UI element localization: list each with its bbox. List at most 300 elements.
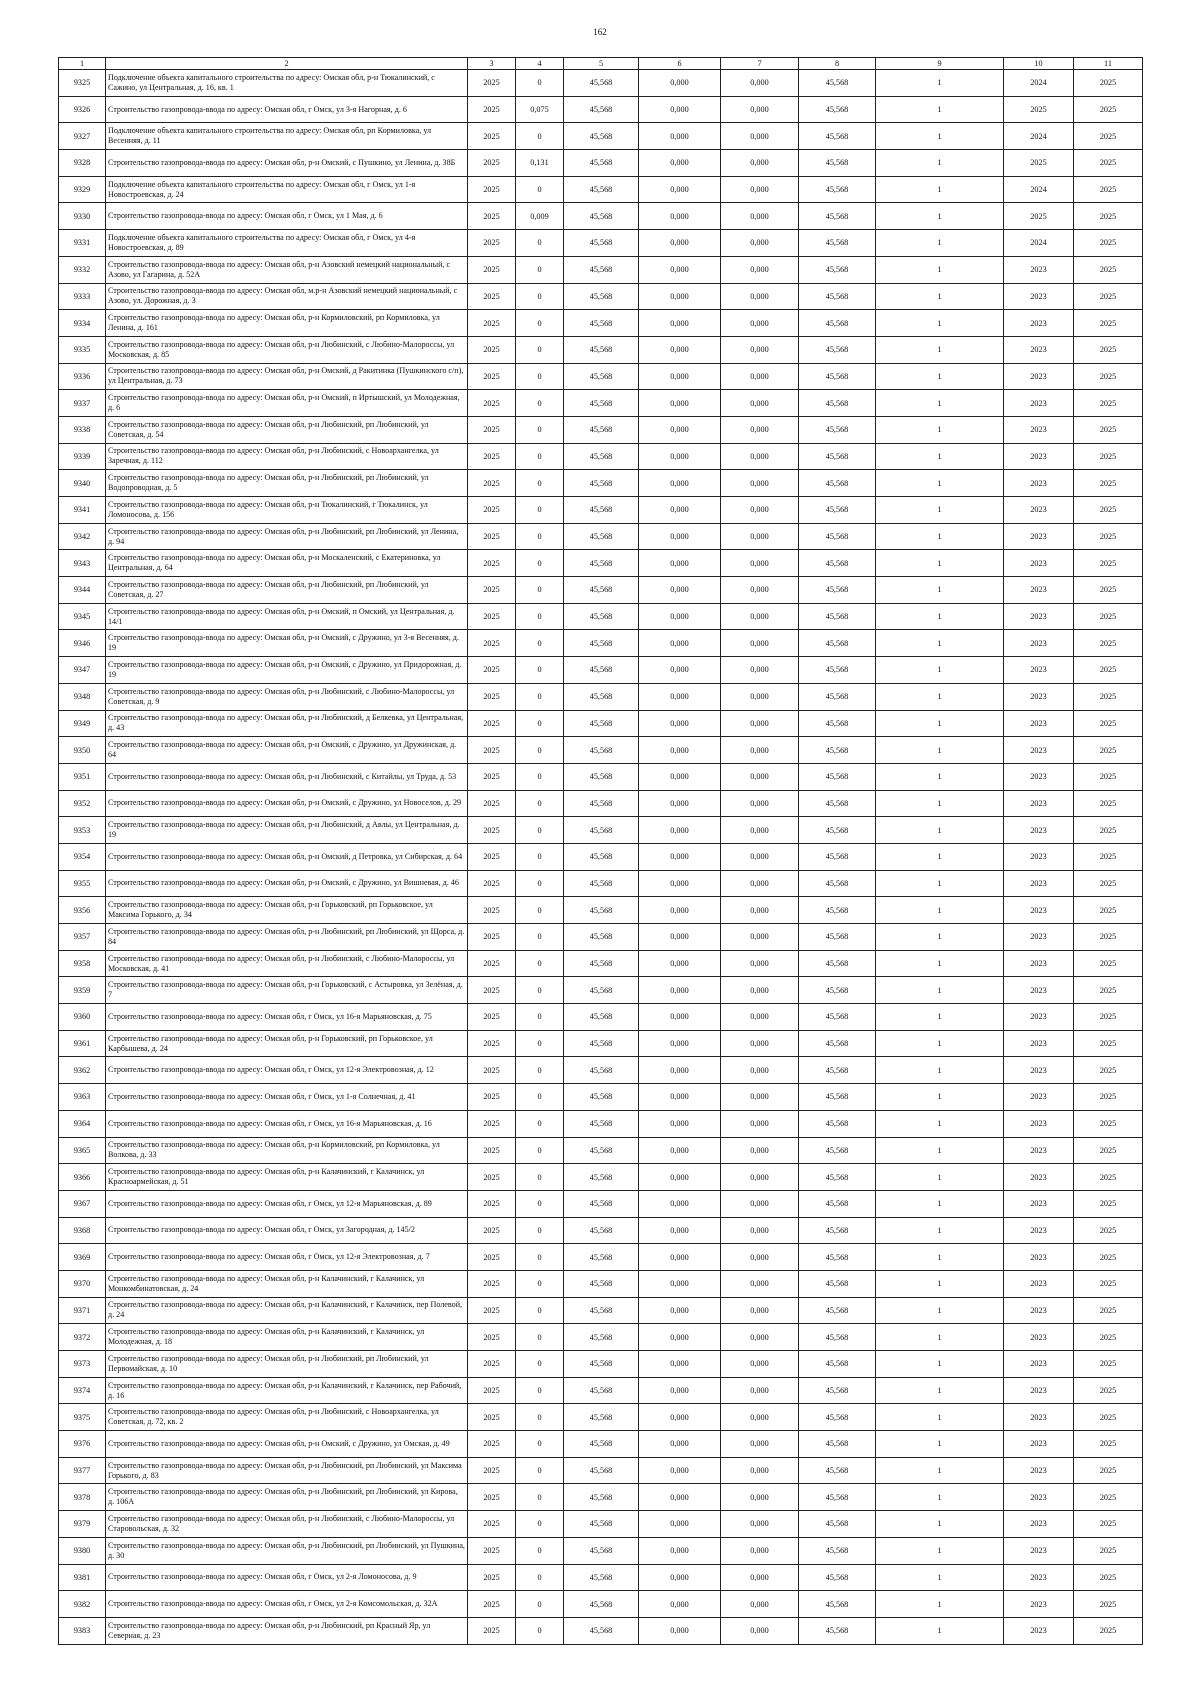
table-cell: 0 bbox=[516, 870, 564, 897]
table-cell: 45,568 bbox=[564, 1030, 639, 1057]
table-cell: 45,568 bbox=[799, 336, 876, 363]
table-cell: 2023 bbox=[1004, 897, 1074, 924]
row-number-cell: 9353 bbox=[59, 817, 106, 844]
table-cell: 2025 bbox=[468, 577, 516, 604]
table-cell: 2025 bbox=[1074, 1617, 1143, 1644]
table-cell: 0,000 bbox=[639, 1244, 721, 1271]
table-cell: 45,568 bbox=[799, 123, 876, 150]
table-cell: 1 bbox=[876, 1351, 1004, 1378]
table-cell: 0,000 bbox=[639, 1431, 721, 1458]
table-cell: 0,000 bbox=[639, 336, 721, 363]
description-cell: Строительство газопровода-ввода по адресу: Омская обл, р-н Омский, с Дружино, ул Придорожная, д. 19 bbox=[106, 657, 468, 684]
table-cell: 2025 bbox=[468, 283, 516, 310]
table-cell: 1 bbox=[876, 1244, 1004, 1271]
table-cell: 1 bbox=[876, 710, 1004, 737]
row-number-cell: 9369 bbox=[59, 1244, 106, 1271]
table-cell: 2023 bbox=[1004, 577, 1074, 604]
table-cell: 1 bbox=[876, 470, 1004, 497]
table-cell: 0,000 bbox=[639, 443, 721, 470]
table-row bbox=[59, 1617, 1143, 1644]
table-row bbox=[59, 1030, 1143, 1057]
description-cell: Строительство газопровода-ввода по адресу: Омская обл, р-н Омский, с Дружино, ул Новоселов, д. 29 bbox=[106, 790, 468, 817]
table-cell: 2023 bbox=[1004, 1110, 1074, 1137]
table-row bbox=[59, 336, 1143, 363]
table-row bbox=[59, 1457, 1143, 1484]
table-cell: 2025 bbox=[468, 1431, 516, 1458]
table-row bbox=[59, 817, 1143, 844]
table-row bbox=[59, 1190, 1143, 1217]
table-cell: 0,000 bbox=[639, 523, 721, 550]
table-cell: 2025 bbox=[1004, 203, 1074, 230]
row-number-cell: 9332 bbox=[59, 256, 106, 283]
table-cell: 2025 bbox=[468, 870, 516, 897]
description-cell: Строительство газопровода-ввода по адресу: Омская обл, р-н Любинский, с Новоархангелка, ул Заречная, д. 112 bbox=[106, 443, 468, 470]
table-cell: 2025 bbox=[1074, 1404, 1143, 1431]
table-cell: 0 bbox=[516, 1457, 564, 1484]
table-cell: 45,568 bbox=[799, 737, 876, 764]
table-cell: 1 bbox=[876, 336, 1004, 363]
description-cell: Строительство газопровода-ввода по адресу: Омская обл, г Омск, ул 3-я Нагорная, д. 6 bbox=[106, 96, 468, 123]
table-cell: 2025 bbox=[1074, 1431, 1143, 1458]
table-cell: 0,000 bbox=[721, 1137, 799, 1164]
table-row bbox=[59, 924, 1143, 951]
table-cell: 0,000 bbox=[721, 1377, 799, 1404]
table-cell: 0,000 bbox=[639, 1351, 721, 1378]
row-number-cell: 9336 bbox=[59, 363, 106, 390]
column-header-9: 9 bbox=[876, 58, 1004, 70]
table-cell: 0 bbox=[516, 763, 564, 790]
table-cell: 2025 bbox=[1074, 96, 1143, 123]
table-cell: 45,568 bbox=[564, 1484, 639, 1511]
description-cell: Строительство газопровода-ввода по адресу: Омская обл, р-н Омский, с Дружино, ул Вишневая, д. 46 bbox=[106, 870, 468, 897]
header-row bbox=[59, 58, 1143, 70]
table-cell: 45,568 bbox=[799, 817, 876, 844]
table-cell: 45,568 bbox=[799, 630, 876, 657]
table-cell: 45,568 bbox=[564, 1244, 639, 1271]
row-number-cell: 9362 bbox=[59, 1057, 106, 1084]
row-number-cell: 9367 bbox=[59, 1190, 106, 1217]
table-cell: 0 bbox=[516, 123, 564, 150]
table-cell: 2023 bbox=[1004, 1617, 1074, 1644]
table-cell: 1 bbox=[876, 1190, 1004, 1217]
row-number-cell: 9346 bbox=[59, 630, 106, 657]
table-cell: 45,568 bbox=[564, 817, 639, 844]
table-cell: 2025 bbox=[468, 1377, 516, 1404]
description-cell: Строительство газопровода-ввода по адресу: Омская обл, р-н Тюкалинский, г Тюкалинск, ул Ломоносова, д. 156 bbox=[106, 497, 468, 524]
table-cell: 0,000 bbox=[721, 1030, 799, 1057]
table-cell: 0,000 bbox=[639, 790, 721, 817]
table-cell: 45,568 bbox=[799, 203, 876, 230]
table-cell: 45,568 bbox=[799, 1057, 876, 1084]
row-number-cell: 9329 bbox=[59, 176, 106, 203]
table-cell: 45,568 bbox=[799, 1511, 876, 1538]
table-cell: 0,000 bbox=[639, 1270, 721, 1297]
table-cell: 2025 bbox=[1074, 630, 1143, 657]
table-cell: 0 bbox=[516, 230, 564, 257]
table-cell: 45,568 bbox=[564, 283, 639, 310]
table-cell: 2023 bbox=[1004, 336, 1074, 363]
table-cell: 1 bbox=[876, 1484, 1004, 1511]
table-row bbox=[59, 203, 1143, 230]
row-number-cell: 9340 bbox=[59, 470, 106, 497]
table-cell: 45,568 bbox=[799, 1244, 876, 1271]
table-cell: 0 bbox=[516, 1297, 564, 1324]
table-cell: 2023 bbox=[1004, 603, 1074, 630]
table-cell: 0,131 bbox=[516, 150, 564, 177]
row-number-cell: 9368 bbox=[59, 1217, 106, 1244]
row-number-cell: 9327 bbox=[59, 123, 106, 150]
description-cell: Строительство газопровода-ввода по адресу: Омская обл, р-н Калачинский, г Калачинск, ул Красноармейская, д. 51 bbox=[106, 1164, 468, 1191]
table-cell: 0,000 bbox=[721, 1431, 799, 1458]
table-cell: 2025 bbox=[1074, 310, 1143, 337]
table-cell: 1 bbox=[876, 897, 1004, 924]
description-cell: Строительство газопровода-ввода по адресу: Омская обл, р-н Омский, п Иртышский, ул Молодежная, д. 6 bbox=[106, 390, 468, 417]
table-cell: 0 bbox=[516, 657, 564, 684]
row-number-cell: 9373 bbox=[59, 1351, 106, 1378]
row-number-cell: 9382 bbox=[59, 1591, 106, 1618]
table-cell: 0,000 bbox=[639, 363, 721, 390]
table-cell: 45,568 bbox=[799, 763, 876, 790]
table-cell: 45,568 bbox=[799, 1137, 876, 1164]
table-cell: 2025 bbox=[468, 390, 516, 417]
table-cell: 2025 bbox=[1074, 763, 1143, 790]
table-cell: 45,568 bbox=[564, 1270, 639, 1297]
table-cell: 2025 bbox=[1074, 1591, 1143, 1618]
description-cell: Строительство газопровода-ввода по адресу: Омская обл, г Омск, ул 12-я Электровозная, д. 12 bbox=[106, 1057, 468, 1084]
table-cell: 45,568 bbox=[564, 70, 639, 97]
table-cell: 0 bbox=[516, 1617, 564, 1644]
table-cell: 0,000 bbox=[721, 1270, 799, 1297]
table-cell: 2025 bbox=[1004, 96, 1074, 123]
table-cell: 2025 bbox=[468, 176, 516, 203]
table-row bbox=[59, 1431, 1143, 1458]
table-cell: 2025 bbox=[1074, 870, 1143, 897]
row-number-cell: 9372 bbox=[59, 1324, 106, 1351]
table-cell: 0,000 bbox=[639, 1084, 721, 1111]
table-cell: 45,568 bbox=[564, 577, 639, 604]
table-cell: 45,568 bbox=[799, 363, 876, 390]
table-cell: 45,568 bbox=[799, 1537, 876, 1564]
table-cell: 45,568 bbox=[799, 1297, 876, 1324]
table-cell: 2025 bbox=[1074, 1190, 1143, 1217]
table-cell: 45,568 bbox=[564, 523, 639, 550]
table-cell: 1 bbox=[876, 390, 1004, 417]
table-cell: 45,568 bbox=[799, 1591, 876, 1618]
table-row bbox=[59, 363, 1143, 390]
table-cell: 0 bbox=[516, 710, 564, 737]
table-cell: 45,568 bbox=[564, 336, 639, 363]
table-row bbox=[59, 657, 1143, 684]
table-cell: 0,000 bbox=[721, 283, 799, 310]
table-row bbox=[59, 416, 1143, 443]
table-cell: 0,000 bbox=[721, 630, 799, 657]
table-cell: 0 bbox=[516, 1270, 564, 1297]
table-cell: 1 bbox=[876, 1591, 1004, 1618]
table-cell: 0,000 bbox=[639, 1297, 721, 1324]
table-cell: 0,000 bbox=[721, 1511, 799, 1538]
table-cell: 2023 bbox=[1004, 710, 1074, 737]
table-cell: 0,000 bbox=[639, 256, 721, 283]
table-cell: 1 bbox=[876, 924, 1004, 951]
table-cell: 2023 bbox=[1004, 310, 1074, 337]
table-cell: 0,000 bbox=[721, 817, 799, 844]
table-cell: 2023 bbox=[1004, 497, 1074, 524]
table-cell: 0,000 bbox=[639, 1564, 721, 1591]
table-cell: 45,568 bbox=[799, 1190, 876, 1217]
table-cell: 2023 bbox=[1004, 1137, 1074, 1164]
description-cell: Строительство газопровода-ввода по адресу: Омская обл, р-н Омский, с Дружино, ул Омская, д. 49 bbox=[106, 1431, 468, 1458]
table-cell: 45,568 bbox=[799, 843, 876, 870]
table-cell: 45,568 bbox=[799, 390, 876, 417]
table-cell: 0,000 bbox=[721, 470, 799, 497]
row-number-cell: 9366 bbox=[59, 1164, 106, 1191]
table-cell: 1 bbox=[876, 70, 1004, 97]
table-cell: 45,568 bbox=[564, 683, 639, 710]
table-cell: 0,000 bbox=[721, 336, 799, 363]
table-cell: 1 bbox=[876, 817, 1004, 844]
table-cell: 0 bbox=[516, 310, 564, 337]
table-cell: 1 bbox=[876, 1270, 1004, 1297]
table-cell: 1 bbox=[876, 657, 1004, 684]
table-cell: 2023 bbox=[1004, 1351, 1074, 1378]
table-row bbox=[59, 497, 1143, 524]
description-cell: Строительство газопровода-ввода по адресу: Омская обл, г Омск, ул 1 Мая, д. 6 bbox=[106, 203, 468, 230]
table-cell: 0,000 bbox=[639, 1030, 721, 1057]
description-cell: Строительство газопровода-ввода по адресу: Омская обл, р-н Любинский, рп Любинский, ул Пушкина, д. 30 bbox=[106, 1537, 468, 1564]
table-cell: 45,568 bbox=[799, 577, 876, 604]
table-cell: 2024 bbox=[1004, 230, 1074, 257]
row-number-cell: 9326 bbox=[59, 96, 106, 123]
description-cell: Строительство газопровода-ввода по адресу: Омская обл, г Омск, ул 12-я Электровозная, д. 7 bbox=[106, 1244, 468, 1271]
table-cell: 0 bbox=[516, 256, 564, 283]
table-cell: 2025 bbox=[468, 256, 516, 283]
table-cell: 0,000 bbox=[721, 256, 799, 283]
table-cell: 2025 bbox=[468, 790, 516, 817]
table-cell: 1 bbox=[876, 950, 1004, 977]
row-number-cell: 9337 bbox=[59, 390, 106, 417]
table-row bbox=[59, 1057, 1143, 1084]
table-cell: 45,568 bbox=[564, 897, 639, 924]
table-cell: 2023 bbox=[1004, 1297, 1074, 1324]
table-cell: 2025 bbox=[468, 1511, 516, 1538]
table-row bbox=[59, 1351, 1143, 1378]
description-cell: Строительство газопровода-ввода по адресу: Омская обл, м.р-н Азовский немецкий национальный, с Азово, ул. Дорожная, д. 3 bbox=[106, 283, 468, 310]
table-cell: 0,009 bbox=[516, 203, 564, 230]
description-cell: Строительство газопровода-ввода по адресу: Омская обл, р-н Любинский, с Китайлы, ул Труда, д. 53 bbox=[106, 763, 468, 790]
table-cell: 2025 bbox=[1074, 657, 1143, 684]
table-cell: 0,000 bbox=[721, 1084, 799, 1111]
table-row bbox=[59, 737, 1143, 764]
table-cell: 2025 bbox=[1074, 203, 1143, 230]
row-number-cell: 9364 bbox=[59, 1110, 106, 1137]
table-cell: 2023 bbox=[1004, 763, 1074, 790]
description-cell: Строительство газопровода-ввода по адресу: Омская обл, р-н Омский, с Дружино, ул Дружинская, д. 64 bbox=[106, 737, 468, 764]
description-cell: Строительство газопровода-ввода по адресу: Омская обл, р-н Азовский немецкий национальный, с Азово, ул Гагарина, д. 52А bbox=[106, 256, 468, 283]
table-cell: 2025 bbox=[468, 1030, 516, 1057]
table-cell: 45,568 bbox=[799, 283, 876, 310]
table-cell: 2025 bbox=[468, 1537, 516, 1564]
table-cell: 1 bbox=[876, 763, 1004, 790]
table-cell: 0,000 bbox=[721, 96, 799, 123]
table-cell: 0,000 bbox=[721, 1537, 799, 1564]
description-cell: Строительство газопровода-ввода по адресу: Омская обл, р-н Калачинский, г Калачинск, ул Монкомбинатовская, д. 24 bbox=[106, 1270, 468, 1297]
table-cell: 2025 bbox=[468, 1164, 516, 1191]
table-row bbox=[59, 1084, 1143, 1111]
table-cell: 45,568 bbox=[799, 150, 876, 177]
table-cell: 0,000 bbox=[721, 843, 799, 870]
table-cell: 45,568 bbox=[564, 1617, 639, 1644]
table-cell: 2023 bbox=[1004, 1244, 1074, 1271]
table-cell: 45,568 bbox=[564, 1057, 639, 1084]
table-row bbox=[59, 1164, 1143, 1191]
table-cell: 1 bbox=[876, 310, 1004, 337]
table-cell: 0 bbox=[516, 1404, 564, 1431]
table-cell: 45,568 bbox=[564, 763, 639, 790]
table-cell: 0,000 bbox=[721, 603, 799, 630]
table-cell: 2023 bbox=[1004, 924, 1074, 951]
description-cell: Строительство газопровода-ввода по адресу: Омская обл, р-н Любинский, с Любино-Малороссы, ул Стаpoвольская, д. 32 bbox=[106, 1511, 468, 1538]
table-cell: 0 bbox=[516, 843, 564, 870]
table-row bbox=[59, 176, 1143, 203]
description-cell: Строительство газопровода-ввода по адресу: Омская обл, р-н Омский, с Дружино, ул 3-я Весенняя, д. 19 bbox=[106, 630, 468, 657]
table-cell: 2025 bbox=[468, 96, 516, 123]
table-cell: 1 bbox=[876, 843, 1004, 870]
table-cell: 2025 bbox=[468, 1457, 516, 1484]
table-cell: 2025 bbox=[1074, 1564, 1143, 1591]
table-cell: 0,075 bbox=[516, 96, 564, 123]
table-cell: 0,000 bbox=[721, 710, 799, 737]
table-cell: 2025 bbox=[468, 1564, 516, 1591]
table-cell: 45,568 bbox=[564, 1511, 639, 1538]
table-cell: 45,568 bbox=[799, 1004, 876, 1031]
table-cell: 45,568 bbox=[564, 1297, 639, 1324]
table-cell: 2023 bbox=[1004, 1564, 1074, 1591]
table-body bbox=[59, 70, 1143, 1645]
table-cell: 2025 bbox=[468, 470, 516, 497]
row-number-cell: 9351 bbox=[59, 763, 106, 790]
table-cell: 2023 bbox=[1004, 1591, 1074, 1618]
table-cell: 2023 bbox=[1004, 470, 1074, 497]
description-cell: Строительство газопровода-ввода по адресу: Омская обл, р-н Любинский, рп Любинский, ул Ленина, д. 94 bbox=[106, 523, 468, 550]
table-cell: 1 bbox=[876, 790, 1004, 817]
table-cell: 2025 bbox=[468, 1084, 516, 1111]
table-cell: 2025 bbox=[468, 443, 516, 470]
table-cell: 1 bbox=[876, 1457, 1004, 1484]
table-cell: 0,000 bbox=[639, 950, 721, 977]
row-number-cell: 9335 bbox=[59, 336, 106, 363]
table-cell: 2025 bbox=[1074, 497, 1143, 524]
row-number-cell: 9360 bbox=[59, 1004, 106, 1031]
table-cell: 45,568 bbox=[799, 550, 876, 577]
table-cell: 0,000 bbox=[721, 897, 799, 924]
table-cell: 0 bbox=[516, 737, 564, 764]
table-cell: 0,000 bbox=[639, 416, 721, 443]
table-cell: 0 bbox=[516, 176, 564, 203]
table-cell: 2025 bbox=[1074, 950, 1143, 977]
table-cell: 45,568 bbox=[799, 870, 876, 897]
table-row bbox=[59, 70, 1143, 97]
table-cell: 0,000 bbox=[721, 203, 799, 230]
row-number-cell: 9383 bbox=[59, 1617, 106, 1644]
description-cell: Строительство газопровода-ввода по адресу: Омская обл, р-н Омский, п Омский, ул Центральная, д. 14/1 bbox=[106, 603, 468, 630]
table-cell: 0,000 bbox=[721, 497, 799, 524]
table-cell: 2023 bbox=[1004, 256, 1074, 283]
table-cell: 2025 bbox=[468, 1297, 516, 1324]
table-cell: 2025 bbox=[1074, 390, 1143, 417]
table-cell: 0,000 bbox=[721, 1564, 799, 1591]
table-cell: 45,568 bbox=[799, 603, 876, 630]
table-cell: 2023 bbox=[1004, 1190, 1074, 1217]
table-cell: 45,568 bbox=[564, 390, 639, 417]
table-cell: 0,000 bbox=[639, 283, 721, 310]
table-row bbox=[59, 790, 1143, 817]
table-row bbox=[59, 683, 1143, 710]
table-cell: 0 bbox=[516, 1431, 564, 1458]
table-cell: 0,000 bbox=[639, 1324, 721, 1351]
table-cell: 0,000 bbox=[639, 737, 721, 764]
table-cell: 0,000 bbox=[639, 1511, 721, 1538]
table-cell: 45,568 bbox=[799, 710, 876, 737]
table-cell: 45,568 bbox=[564, 950, 639, 977]
table-cell: 2025 bbox=[468, 1351, 516, 1378]
row-number-cell: 9359 bbox=[59, 977, 106, 1004]
table-row bbox=[59, 443, 1143, 470]
table-cell: 0 bbox=[516, 790, 564, 817]
table-cell: 2023 bbox=[1004, 1431, 1074, 1458]
table-cell: 45,568 bbox=[564, 1457, 639, 1484]
table-cell: 1 bbox=[876, 1564, 1004, 1591]
table-cell: 2025 bbox=[1074, 550, 1143, 577]
table-cell: 1 bbox=[876, 150, 1004, 177]
table-row bbox=[59, 310, 1143, 337]
table-cell: 0,000 bbox=[639, 1057, 721, 1084]
table-cell: 0,000 bbox=[639, 96, 721, 123]
row-number-cell: 9370 bbox=[59, 1270, 106, 1297]
table-cell: 0,000 bbox=[721, 790, 799, 817]
table-cell: 0,000 bbox=[721, 1404, 799, 1431]
row-number-cell: 9330 bbox=[59, 203, 106, 230]
table-cell: 45,568 bbox=[564, 924, 639, 951]
table-cell: 0,000 bbox=[639, 817, 721, 844]
table-cell: 2023 bbox=[1004, 1537, 1074, 1564]
description-cell: Строительство газопровода-ввода по адресу: Омская обл, г Омск, ул 1-я Солнечная, д. 41 bbox=[106, 1084, 468, 1111]
column-header-2: 2 bbox=[106, 58, 468, 70]
table-cell: 2023 bbox=[1004, 950, 1074, 977]
table-cell: 2023 bbox=[1004, 977, 1074, 1004]
table-cell: 2025 bbox=[468, 1270, 516, 1297]
table-cell: 2025 bbox=[1074, 1084, 1143, 1111]
table-cell: 45,568 bbox=[799, 1351, 876, 1378]
table-cell: 45,568 bbox=[564, 443, 639, 470]
table-cell: 45,568 bbox=[564, 230, 639, 257]
table-row bbox=[59, 150, 1143, 177]
table-cell: 2025 bbox=[1074, 443, 1143, 470]
table-cell: 2025 bbox=[468, 950, 516, 977]
row-number-cell: 9379 bbox=[59, 1511, 106, 1538]
table-cell: 1 bbox=[876, 1404, 1004, 1431]
table-cell: 2025 bbox=[1074, 470, 1143, 497]
table-cell: 45,568 bbox=[564, 310, 639, 337]
table-cell: 0,000 bbox=[721, 310, 799, 337]
table-cell: 45,568 bbox=[564, 1110, 639, 1137]
table-cell: 2025 bbox=[468, 683, 516, 710]
table-cell: 0,000 bbox=[721, 1484, 799, 1511]
table-cell: 0,000 bbox=[639, 683, 721, 710]
table-cell: 2025 bbox=[468, 603, 516, 630]
table-row bbox=[59, 1324, 1143, 1351]
page-number: 162 bbox=[593, 27, 607, 37]
row-number-cell: 9345 bbox=[59, 603, 106, 630]
